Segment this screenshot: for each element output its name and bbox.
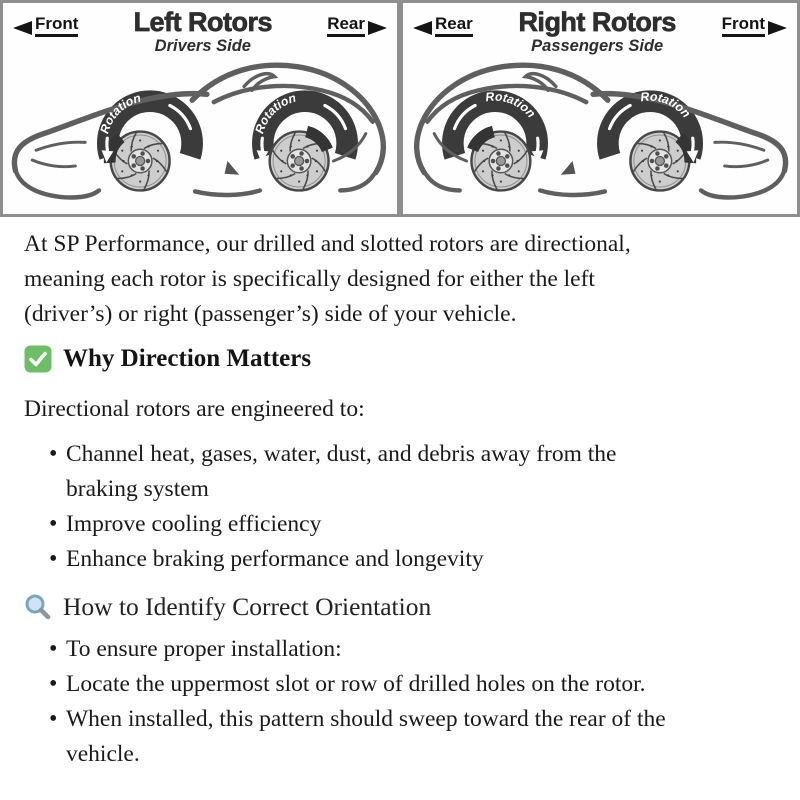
rotation-label: Rotation bbox=[97, 90, 143, 136]
front-direction-label: Front bbox=[13, 15, 78, 37]
left-arrow-icon bbox=[13, 21, 32, 35]
right-panel-header bbox=[403, 3, 797, 57]
right-rotors-panel bbox=[400, 0, 800, 217]
why-direction-matters-heading bbox=[24, 345, 776, 373]
left-car-illustration bbox=[3, 57, 397, 214]
heading-text: Why Direction Matters bbox=[63, 345, 312, 372]
left-rotors-panel bbox=[0, 0, 400, 217]
check-mark-icon bbox=[24, 345, 52, 373]
rear-direction-label: Rear bbox=[327, 15, 387, 37]
rotation-label: Rotation bbox=[252, 90, 298, 136]
list-item: • When installed, this pattern should sweep toward the rear of the vehicle. bbox=[24, 702, 776, 772]
right-car-illustration bbox=[403, 57, 797, 214]
article bbox=[0, 217, 800, 772]
list-item: • Improve cooling efficiency bbox=[24, 507, 776, 542]
rotation-label: Rotation bbox=[639, 89, 694, 121]
list-item: • Locate the uppermost slot or row of drilled holes on the rotor. bbox=[24, 667, 776, 702]
list-item: • To ensure proper installation: bbox=[24, 632, 776, 667]
panel-subtitle: Drivers Side bbox=[154, 37, 251, 55]
magnifying-glass-icon bbox=[24, 593, 52, 621]
panel-title: Left Rotors bbox=[133, 7, 273, 37]
benefits-list bbox=[24, 437, 776, 577]
panel-subtitle: Passengers Side bbox=[531, 37, 664, 55]
front-direction-label: Front bbox=[722, 15, 787, 37]
panel-title: Right Rotors bbox=[518, 7, 676, 37]
right-arrow-icon bbox=[368, 21, 387, 35]
heading-text: How to Identify Correct Orientation bbox=[63, 592, 432, 621]
rear-direction-label: Rear bbox=[413, 15, 473, 37]
rotor-orientation-diagram bbox=[0, 0, 800, 217]
installation-list bbox=[24, 632, 776, 772]
right-arrow-icon bbox=[768, 21, 787, 35]
left-arrow-icon bbox=[413, 21, 432, 35]
rotation-label: Rotation bbox=[484, 89, 539, 121]
intro-paragraph bbox=[24, 227, 776, 332]
list-item: • Channel heat, gases, water, dust, and debris away from the braking system bbox=[24, 437, 776, 507]
intro-line: (driver’s) or right (passenger’s) side of your vehicle. bbox=[24, 301, 517, 327]
intro-line: At SP Performance, our drilled and slotted rotors are directional, bbox=[24, 231, 631, 257]
left-panel-titlebox bbox=[78, 9, 327, 56]
left-panel-header bbox=[3, 3, 397, 57]
right-panel-titlebox bbox=[473, 9, 722, 56]
intro-line: meaning each rotor is specifically designed for either the left bbox=[24, 266, 595, 292]
lead-text: Directional rotors are engineered to: bbox=[24, 396, 365, 422]
list-item: • Enhance braking performance and longevity bbox=[24, 542, 776, 577]
how-to-identify-heading bbox=[24, 592, 776, 622]
